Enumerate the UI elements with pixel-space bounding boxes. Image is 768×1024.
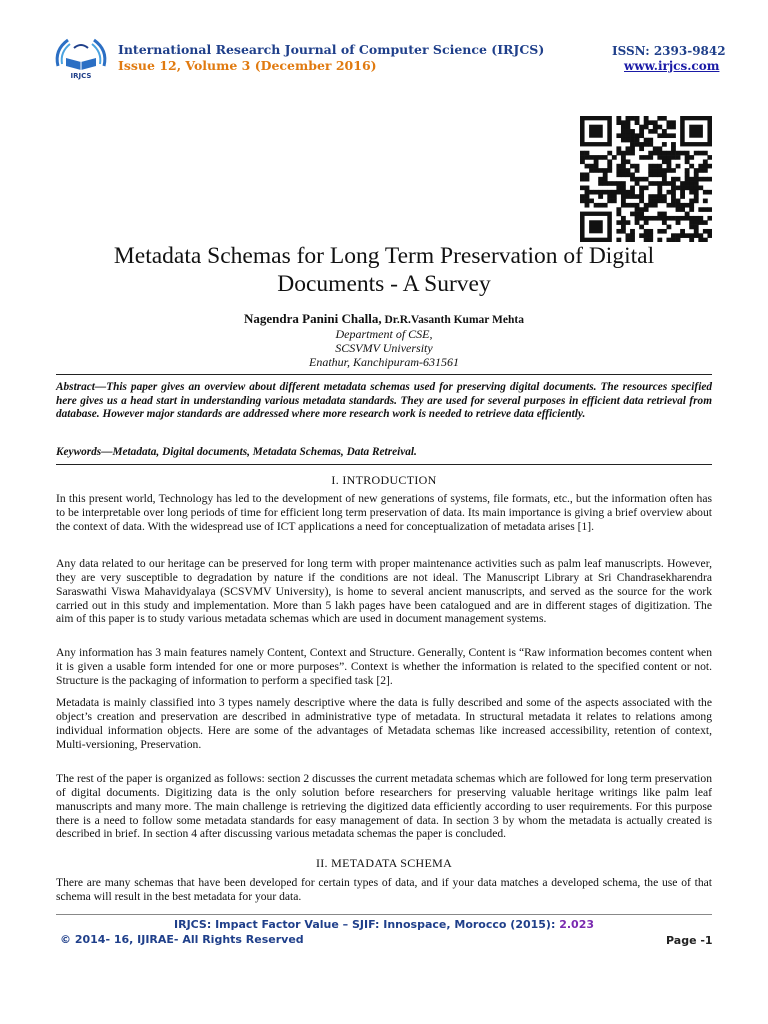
footer-divider (56, 914, 712, 915)
paragraph-1: In this present world, Technology has led to the development of new generations of systems, file formats, etc., but the information often has to be interpretable over long periods of time for efficient long term preservation of data. Its main importance is giving a brief overview about the context of data. With the widespread use of ICT applications a need for conceptualization of metadata arises [1]. (56, 492, 712, 533)
section-heading-introduction: I. INTRODUCTION (331, 473, 437, 487)
paper-title-line2: Documents - A Survey (277, 271, 491, 297)
paragraph-5: The rest of the paper is organized as follows: section 2 discusses the current metadata schemas which are followed for long term preservation of digital documents. Digitizing data is the only solution before researchers for preserving valuable heritage writings like palm leaf manuscripts and many more. The main challenge is retrieving the digitized data efficiently according to user requirements. For this purpose there is a need to follow some metadata standards for easy management of data. In section 3 by whom the metadata is actually created is described in brief. In section 4 after discussing various metadata schemas the paper is concluded. (56, 772, 712, 841)
paper-title-line1: Metadata Schemas for Long Term Preservation of Digital (113, 243, 655, 269)
abstract: Abstract—This paper gives an overview about different metadata schemas used for preserving digital documents. The resources specified here gives us a head start in understanding various metadata standards. They are used for several purposes in efficient data retrieval from database. However major standards are addressed where more research work is needed to retrieve data efficiently. (56, 381, 712, 421)
journal-name: International Research Journal of Computer Science (IRJCS) (118, 42, 545, 57)
paragraph-3: Any information has 3 main features namely Content, Context and Structure. Generally, Content is “Raw information becomes content when it is given a usable form intended for one or more purposes”. Context is whether the information is related to the specified content or not. Structure is the packaging of information to perform a specified task [2]. (56, 646, 712, 687)
journal-issue: Issue 12, Volume 3 (December 2016) (118, 58, 377, 73)
divider-top (56, 374, 712, 375)
logo-text: IRJCS (70, 72, 92, 80)
journal-url-link[interactable]: www.irjcs.com (624, 59, 720, 73)
copyright: © 2014- 16, IJIRAE- All Rights Reserved (60, 933, 304, 946)
paper-title (40, 242, 728, 298)
qr-code (580, 116, 712, 242)
keywords: Keywords—Metadata, Digital documents, Metadata Schemas, Data Retreival. (56, 446, 417, 458)
paragraph-6: There are many schemas that have been developed for certain types of data, and if your data matches a developed schema, the use of that schema will result in the best metadata for your data. (56, 876, 712, 903)
page-number: Page -1 (666, 934, 713, 947)
impact-factor-label: IRJCS: Impact Factor Value – SJIF: Innospace, Morocco (2015): (174, 918, 560, 931)
authors (40, 311, 728, 327)
paragraph-4: Metadata is mainly classified into 3 types namely descriptive where the data is fully described and some of the aspects associated with the object’s creation and preservation are described in administrative type of metadata. In structural metadata it relates to relations among individual information objects. Here are some of the advantages of Metadata schemas like increased accessibility, retention of context, Multi-versioning, Preservation. (56, 696, 712, 751)
author-1: Nagendra Panini Challa, (244, 311, 382, 326)
issn: ISSN: 2393-9842 (612, 44, 726, 58)
divider-bottom (56, 464, 712, 465)
impact-factor-value: 2.023 (559, 918, 594, 931)
affiliation-dept: Department of CSE, (335, 327, 433, 341)
section-heading-metadata-schema: II. METADATA SCHEMA (315, 856, 453, 870)
author-2: Dr.R.Vasanth Kumar Mehta (381, 314, 524, 326)
impact-factor (56, 918, 712, 931)
paragraph-2: Any data related to our heritage can be preserved for long term with proper maintenance activities such as palm leaf manuscripts. However, they are very susceptible to degradation by nature if the conditions are not ideal. The Manuscript Library at Sri Chandrasekharendra Saraswathi Viswa Mahavidyalaya (SCSVMV University), is home to several ancient manuscripts, and served as the source for the work carried out in this study and implementation. More than 5 lakh pages have been catalogued and are in different stages of digitization. The aim of this paper is to study various metadata schemas which are used in document management systems. (56, 557, 712, 626)
affiliation-university: SCSVMV University (335, 341, 433, 355)
journal-logo (50, 36, 112, 80)
affiliation-address: Enathur, Kanchipuram-631561 (309, 355, 459, 369)
